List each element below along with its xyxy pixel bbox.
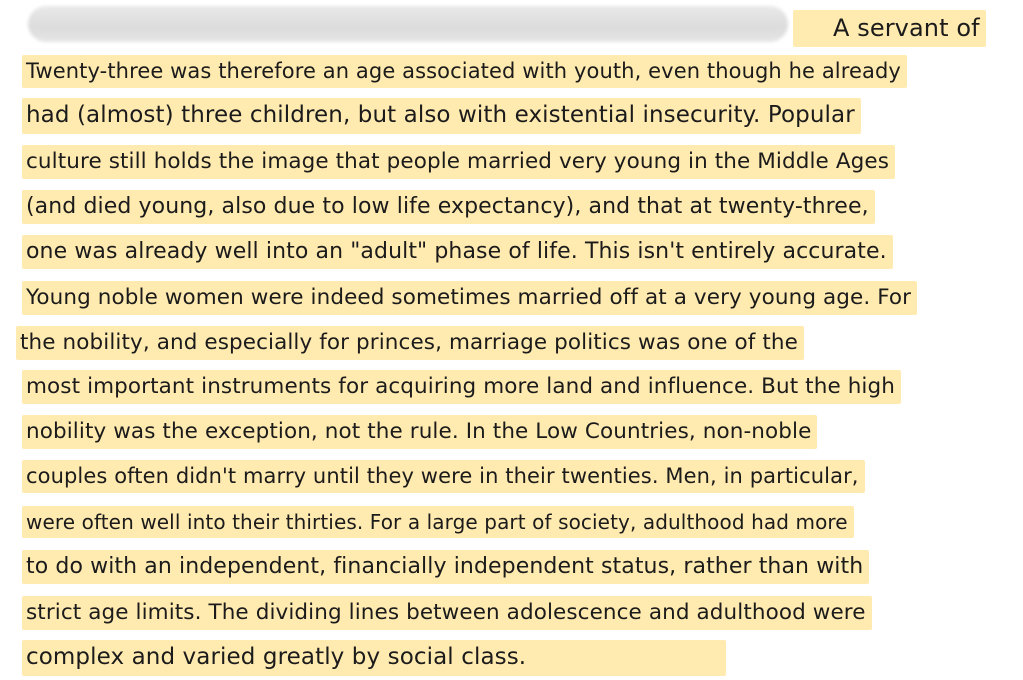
- highlighted-text: most important instruments for acquiring more land and influence. But the high: [22, 370, 901, 404]
- text-line-2: [22, 98, 861, 134]
- highlighted-text: one was already well into an "adult" phase of life. This isn't entirely accurate.: [22, 235, 893, 269]
- text-line-6: [22, 281, 917, 315]
- text-line-10: [22, 460, 865, 493]
- highlighted-text: were often well into their thirties. For a large part of society, adulthood had more: [22, 506, 854, 538]
- redacted-text-blur: [28, 6, 788, 42]
- highlighted-text: A servant of: [793, 10, 986, 47]
- highlighted-text: nobility was the exception, not the rule. In the Low Countries, non-noble: [22, 415, 817, 449]
- text-line-4: [22, 190, 875, 224]
- highlighted-text: complex and varied greatly by social class.: [22, 640, 726, 676]
- highlighted-text: Twenty-three was therefore an age associated with youth, even though he already: [22, 55, 907, 88]
- text-line-11: [22, 506, 854, 538]
- highlighted-text: had (almost) three children, but also with existential insecurity. Popular: [22, 98, 861, 134]
- highlighted-text: the nobility, and especially for princes, marriage politics was one of the: [16, 326, 804, 360]
- text-line-3: [22, 145, 895, 179]
- text-line-8: [22, 370, 901, 404]
- text-line-9: [22, 415, 817, 449]
- text-line-7: [16, 326, 804, 360]
- highlighted-text: couples often didn't marry until they were in their twenties. Men, in particular,: [22, 460, 865, 493]
- highlighted-text: to do with an independent, financially independent status, rather than with: [22, 550, 869, 584]
- text-line-fragment: [793, 10, 986, 47]
- text-line-14: [22, 640, 726, 676]
- text-line-12: [22, 550, 869, 584]
- highlighted-text: (and died young, also due to low life expectancy), and that at twenty-three,: [22, 190, 875, 224]
- highlighted-text: strict age limits. The dividing lines between adolescence and adulthood were: [22, 596, 872, 630]
- text-line-5: [22, 235, 893, 269]
- highlighted-text: Young noble women were indeed sometimes married off at a very young age. For: [22, 281, 917, 315]
- highlighted-text: culture still holds the image that people married very young in the Middle Ages: [22, 145, 895, 179]
- text-line-13: [22, 596, 872, 630]
- text-line-1: [22, 55, 907, 88]
